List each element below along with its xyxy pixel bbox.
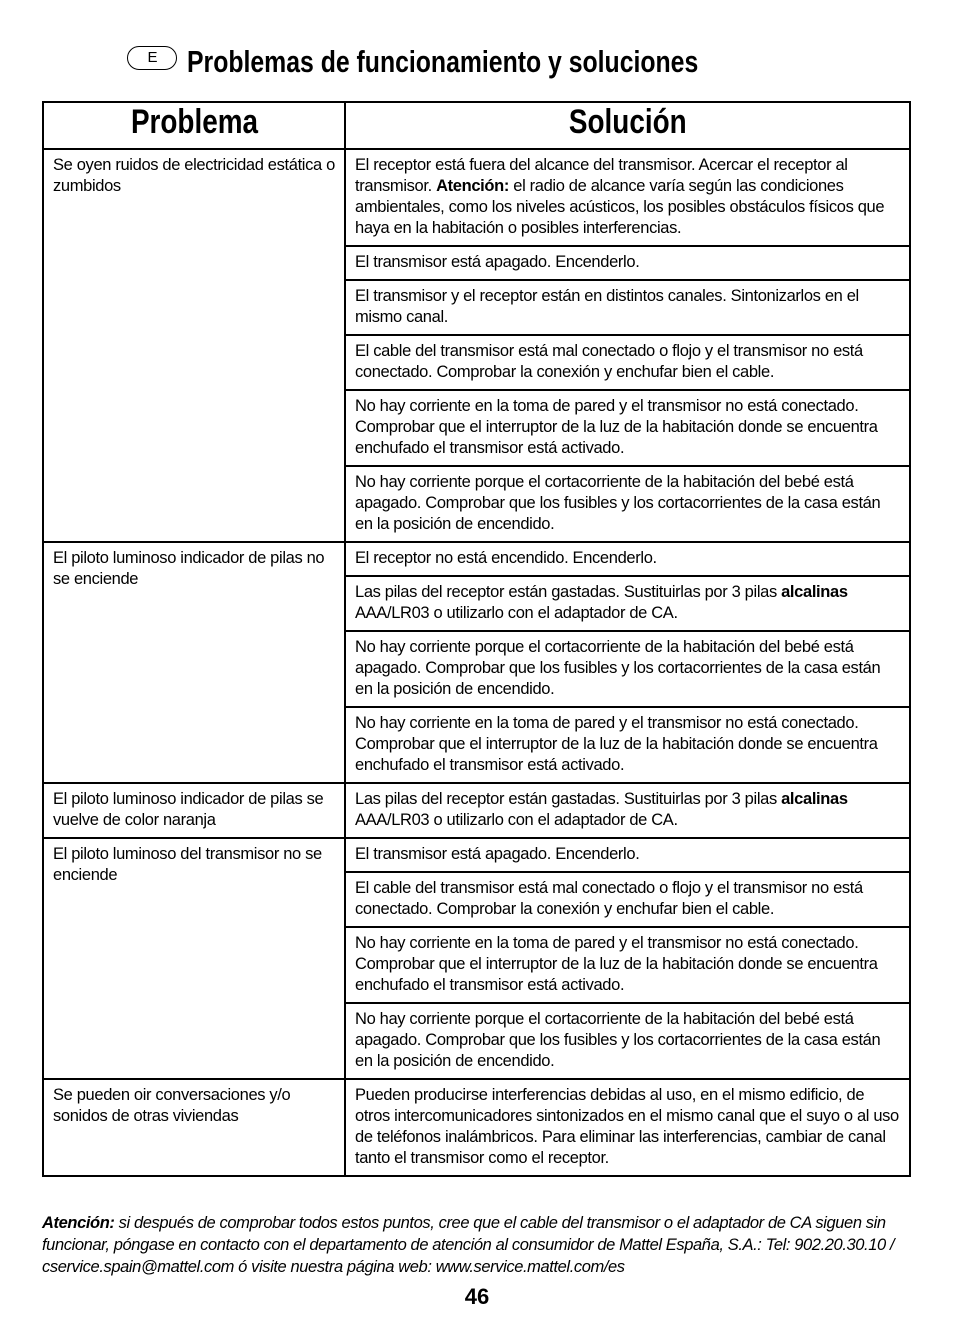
footer-note-label: Atención: (42, 1214, 115, 1232)
solution-text-pre: El cable del transmisor está mal conectado o flojo y el transmisor no está conectado. Comprobar la conexión y enchufar bien el cable. (355, 879, 863, 918)
table-row (43, 783, 910, 838)
footer-note-text: si después de comprobar todos estos puntos, cree que el cable del transmisor o el adaptador de CA siguen sin funcionar, póngase en contacto con el departamento de atención al consumidor de Mattel España, S.A.: Tel: 902.20.30.10 / cservice.spain@mattel.com ó visite nuestra página web: www.service.mattel.com/es (42, 1214, 895, 1276)
solution-text-pre: No hay corriente en la toma de pared y el transmisor no está conectado. Comprobar que el interruptor de la luz de la habitación donde se encuentra enchufado el transmisor está activado. (355, 934, 878, 994)
troubleshooting-table (42, 101, 911, 1177)
problem-cell: El piloto luminoso indicador de pilas no se enciende (43, 542, 345, 783)
solution-cell (345, 927, 910, 1003)
solution-text-post: el radio de alcance varía según las condiciones ambientales, como los niveles acústicos, los posibles obstáculos físicos que haya en la habitación o posibles interferencias. (355, 177, 885, 237)
page-title: Problemas de funcionamiento y soluciones (187, 44, 699, 79)
solution-cell (345, 246, 910, 280)
solution-cell (345, 576, 910, 631)
problem-cell: Se oyen ruidos de electricidad estática o zumbidos (43, 149, 345, 542)
solution-cell (345, 466, 910, 542)
problem-cell: El piloto luminoso indicador de pilas se vuelve de color naranja (43, 783, 345, 838)
page-number: 46 (464, 1284, 490, 1309)
solution-cell (345, 280, 910, 335)
page-header (0, 44, 954, 80)
solution-cell (345, 1079, 910, 1176)
solution-cell (345, 631, 910, 707)
solution-cell (345, 838, 910, 872)
solution-cell (345, 1003, 910, 1079)
solution-text-pre: Las pilas del receptor están gastadas. Sustituirlas por 3 pilas (355, 583, 782, 601)
column-header-problem: Problema (43, 102, 345, 149)
solution-text-pre: No hay corriente porque el cortacorriente de la habitación del bebé está apagado. Comprobar que los fusibles y los cortacorrientes de la casa están en la posición de encendido. (355, 1010, 881, 1070)
language-badge: E (127, 46, 177, 70)
solution-cell (345, 783, 910, 838)
solution-text-pre: No hay corriente porque el cortacorriente de la habitación del bebé está apagado. Comprobar que los fusibles y los cortacorrientes de la casa están en la posición de encendido. (355, 638, 881, 698)
solution-text-post: AAA/LR03 o utilizarlo con el adaptador de CA. (355, 811, 678, 829)
solution-text-bold: alcalinas (781, 583, 848, 601)
problem-cell: El piloto luminoso del transmisor no se enciende (43, 838, 345, 1079)
footer-note (42, 1212, 922, 1278)
solution-text-pre: El receptor no está encendido. Encenderlo. (355, 549, 657, 567)
solution-text-pre: Pueden producirse interferencias debidas al uso, en el mismo edificio, de otros intercomunicadores sintonizados en el mismo canal que el suyo o al uso de teléfonos inalámbricos. Para eliminar las interferencias, cambiar de canal tanto el transmisor como el receptor. (355, 1086, 899, 1167)
solution-text-pre: Las pilas del receptor están gastadas. Sustituirlas por 3 pilas (355, 790, 782, 808)
table-row (43, 542, 910, 576)
solution-cell (345, 335, 910, 390)
table-body (43, 149, 910, 1176)
column-header-solution: Solución (345, 102, 910, 149)
solution-text-pre: No hay corriente en la toma de pared y el transmisor no está conectado. Comprobar que el interruptor de la luz de la habitación donde se encuentra enchufado el transmisor está activado. (355, 714, 878, 774)
solution-text-pre: El transmisor está apagado. Encenderlo. (355, 845, 640, 863)
solution-cell (345, 707, 910, 783)
table-row (43, 1079, 910, 1176)
table-row (43, 838, 910, 872)
problem-cell: Se pueden oir conversaciones y/o sonidos de otras viviendas (43, 1079, 345, 1176)
solution-text-pre: El transmisor y el receptor están en distintos canales. Sintonizarlos en el mismo canal. (355, 287, 859, 326)
solution-cell (345, 872, 910, 927)
solution-text-bold: alcalinas (781, 790, 848, 808)
table-row (43, 149, 910, 246)
solution-cell (345, 149, 910, 246)
solution-text-pre: No hay corriente en la toma de pared y el transmisor no está conectado. Comprobar que el interruptor de la luz de la habitación donde se encuentra enchufado el transmisor está activado. (355, 397, 878, 457)
solution-text-pre: El transmisor está apagado. Encenderlo. (355, 253, 640, 271)
solution-text-pre: No hay corriente porque el cortacorriente de la habitación del bebé está apagado. Comprobar que los fusibles y los cortacorrientes de la casa están en la posición de encendido. (355, 473, 881, 533)
solution-cell (345, 542, 910, 576)
solution-text-pre: El receptor está fuera del alcance del transmisor. Acercar el receptor al transmisor. (355, 156, 848, 195)
solution-text-pre: El cable del transmisor está mal conectado o flojo y el transmisor no está conectado. Comprobar la conexión y enchufar bien el cable. (355, 342, 863, 381)
solution-cell (345, 390, 910, 466)
solution-text-bold: Atención: (436, 177, 510, 195)
table-header-row (43, 102, 910, 149)
solution-text-post: AAA/LR03 o utilizarlo con el adaptador de CA. (355, 604, 678, 622)
